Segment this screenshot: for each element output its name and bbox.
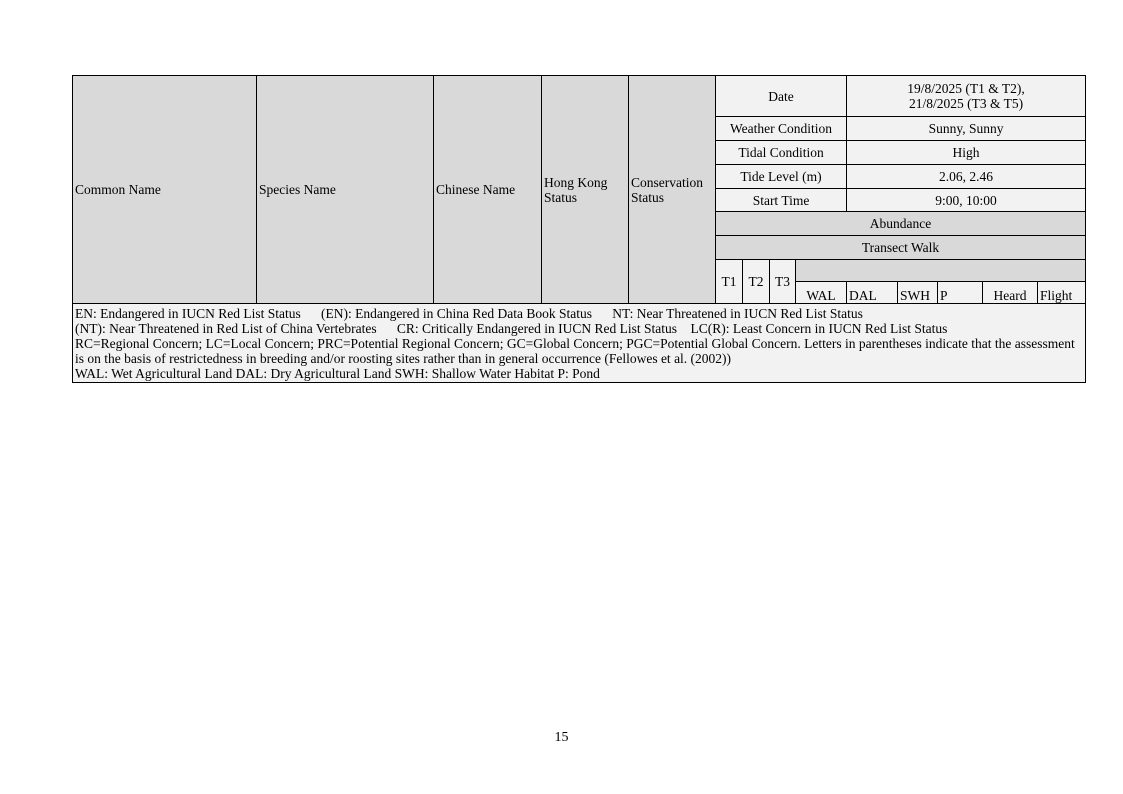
habitat-pond-header: P [938,282,983,304]
header-chinese-name: Chinese Name [434,76,542,304]
header-common-name: Common Name [73,76,257,304]
species-survey-table [72,75,1086,383]
habitat-dal-header: DAL [847,282,898,304]
flight-header: Flight [1038,282,1086,304]
start-time-label: Start Time [716,189,847,212]
habitat-swh-header: SWH [898,282,938,304]
transect-t3-header: T3 [770,260,796,304]
survey-date-line-1: 19/8/2025 (T1 & T2), [907,81,1025,96]
note-line: WAL: Wet Agricultural Land DAL: Dry Agricultural Land SWH: Shallow Water Habitat P: Pond [75,366,600,381]
tide-level-value: 2.06, 2.46 [847,165,1086,189]
weather-condition-value: Sunny, Sunny [847,117,1086,141]
survey-date-line-2: 21/8/2025 (T3 & T5) [908,96,1024,111]
heard-header: Heard [983,282,1038,304]
note-line: EN: Endangered in IUCN Red List Status (EN): Endangered in China Red Data Book Status NT: Near Threatened in IUCN Red List Status [75,306,863,321]
transect-walk-header: Transect Walk [716,236,1086,260]
note-line: (NT): Near Threatened in Red List of China Vertebrates CR: Critically Endangered in IUCN Red List Status LC(R): Least Concern in IUCN Red List Status [75,321,948,336]
tide-level-label: Tide Level (m) [716,165,847,189]
survey-date-label: Date [716,76,847,117]
header-conservation-status: Conservation Status [629,76,716,304]
abundance-header: Abundance [716,212,1086,236]
tidal-condition-label: Tidal Condition [716,141,847,165]
habitat-band [796,260,1086,282]
start-time-value: 9:00, 10:00 [847,189,1086,212]
habitat-wal-header: WAL [796,282,847,304]
tidal-condition-value: High [847,141,1086,165]
header-species-name: Species Name [257,76,434,304]
note-line: RC=Regional Concern; LC=Local Concern; PRC=Potential Regional Concern; GC=Global Concern; PGC=Potential Global Concern. Letters in parentheses indicate that the assessment is on the basis of restrictedness in breeding and/or roosting sites rather than in general occurrence (Fellowes et al. (2002)) [75,336,1075,366]
transect-t2-header: T2 [743,260,770,304]
transect-t1-header: T1 [716,260,743,304]
legend-notes [73,304,1086,383]
header-hong-kong-status: Hong Kong Status [542,76,629,304]
survey-date-value [847,76,1086,117]
weather-condition-label: Weather Condition [716,117,847,141]
page-number: 15 [554,730,569,745]
